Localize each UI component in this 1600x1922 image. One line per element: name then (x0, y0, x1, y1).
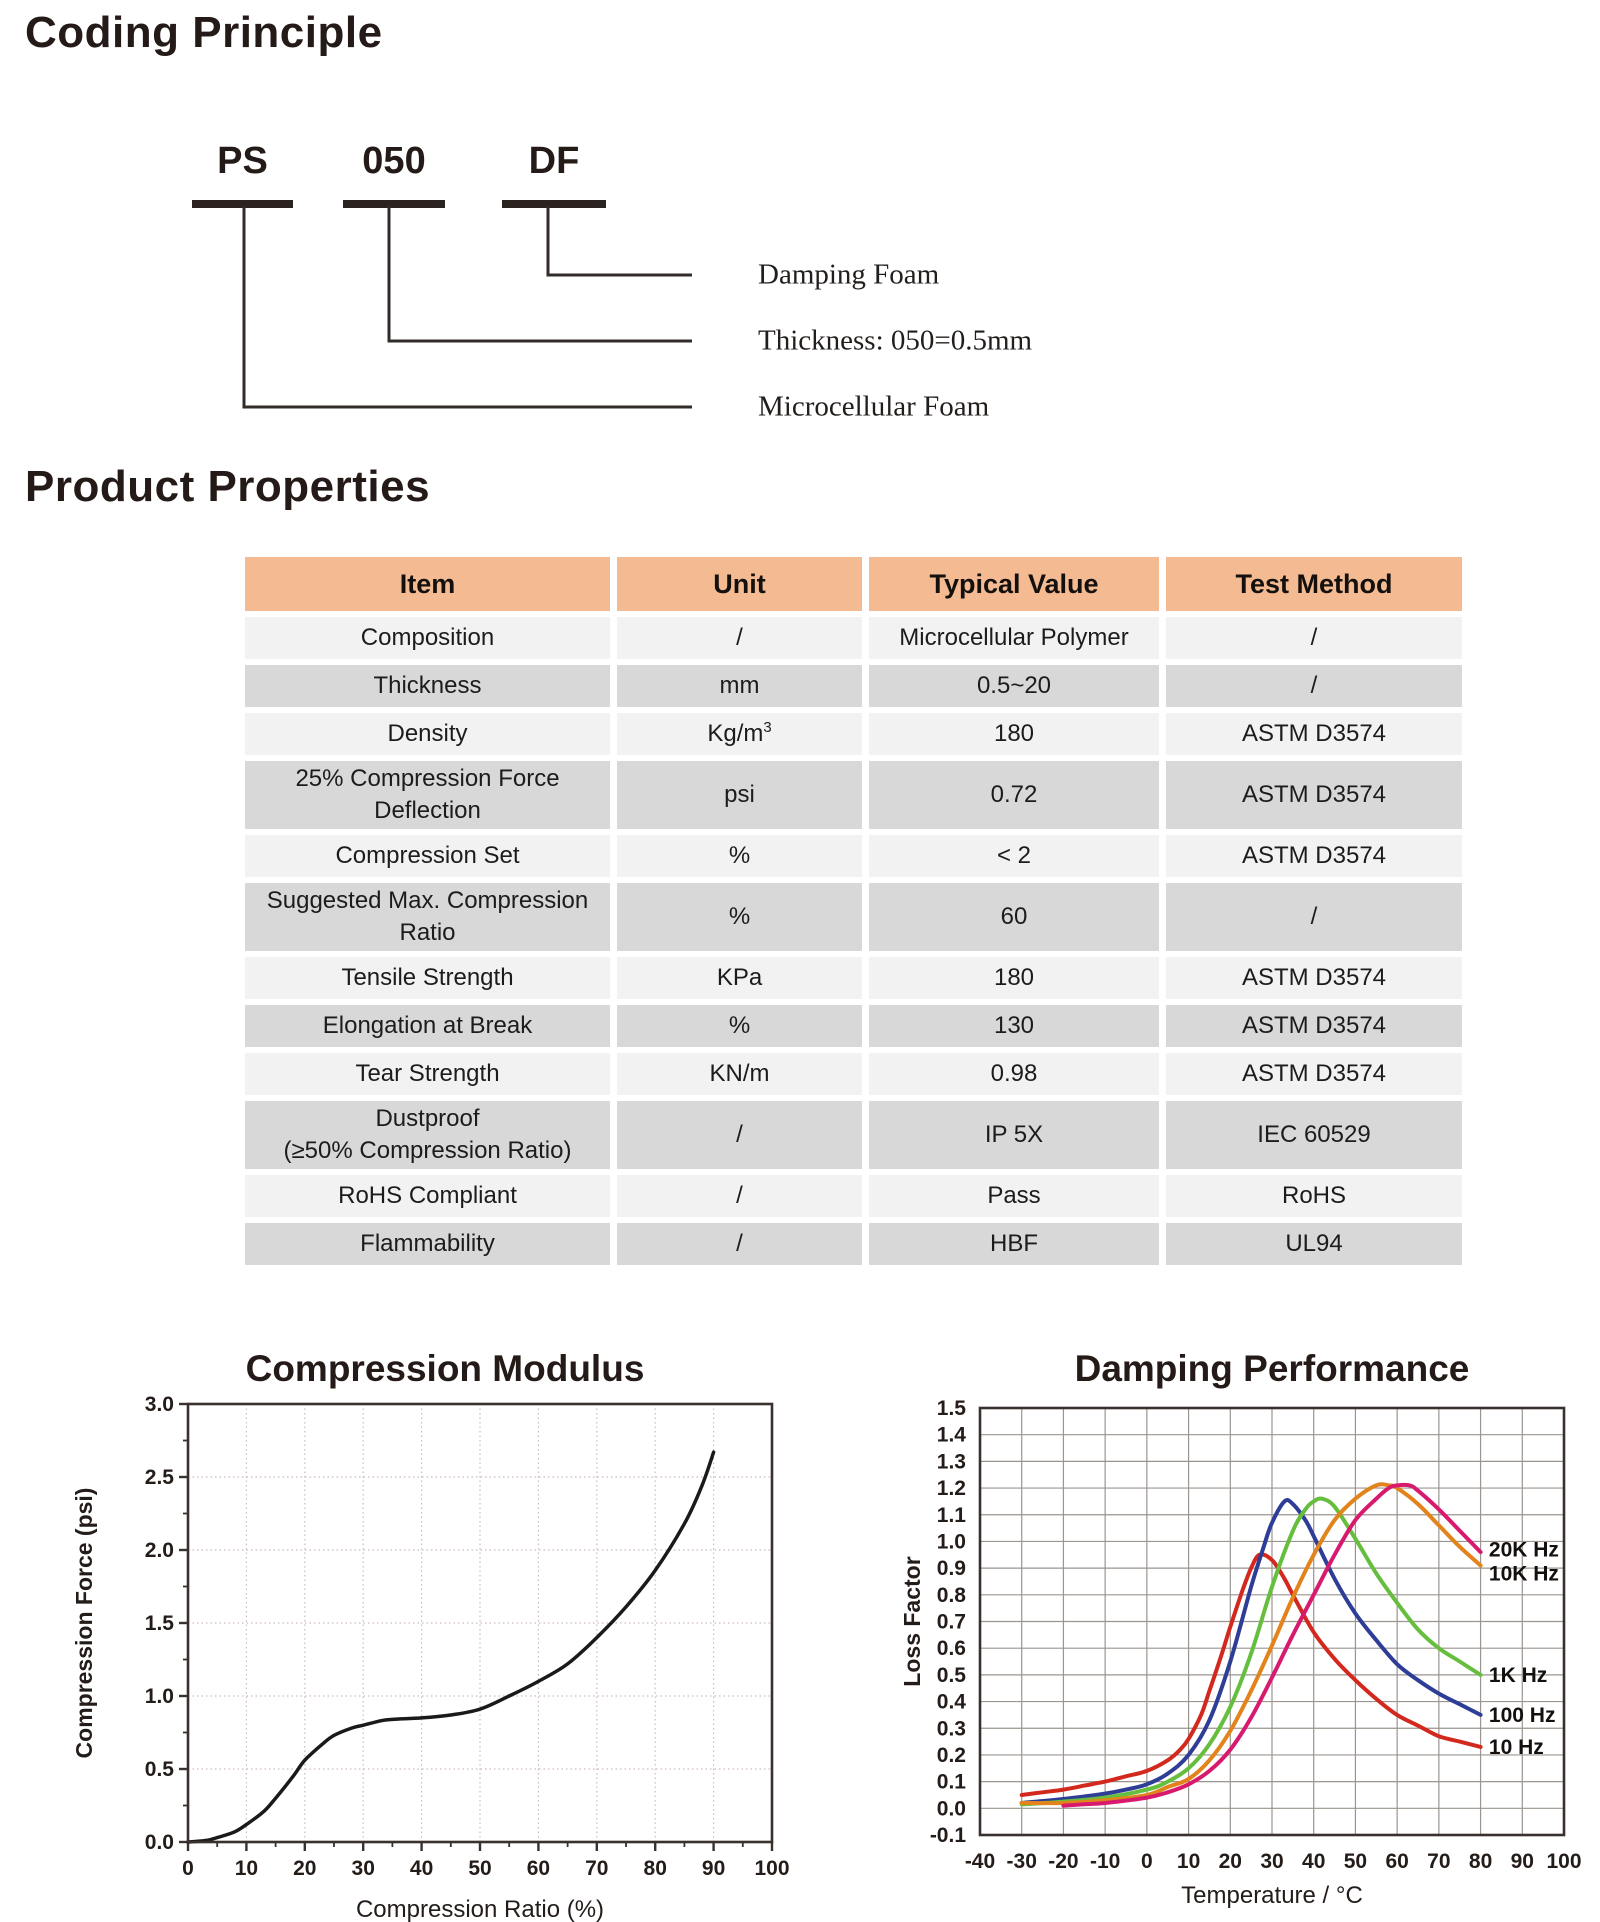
y-tick-label: 1.0 (144, 1685, 174, 1708)
legend-label-100-hz: 100 Hz (1488, 1703, 1556, 1727)
y-tick-label: 2.5 (144, 1466, 174, 1489)
x-tick-label: 10 (1176, 1850, 1201, 1873)
table-cell-item: 25% Compression Force Deflection (245, 761, 610, 829)
table-cell-unit: % (617, 1005, 862, 1047)
table-cell-typical-value: 0.5~20 (869, 665, 1159, 707)
table-cell-test-method: / (1166, 883, 1462, 951)
y-tick-label: 0.7 (936, 1610, 966, 1634)
compression-modulus-title: Compression Modulus (245, 1348, 645, 1389)
code-meaning-damping-foam: Damping Foam (758, 258, 940, 291)
table-header-typical-value: Typical Value (869, 557, 1159, 611)
table-cell-item: Tear Strength (245, 1053, 610, 1095)
table-cell-unit: $Kg/m^3$ (617, 713, 862, 755)
y-tick-label: 1.2 (936, 1477, 966, 1501)
legend-label-20k-hz: 20K Hz (1488, 1538, 1559, 1562)
x-tick-label: 70 (1427, 1850, 1451, 1873)
table-cell-typical-value: 0.98 (869, 1053, 1159, 1095)
table-cell-test-method: UL94 (1166, 1223, 1462, 1265)
x-tick-label: 30 (351, 1857, 375, 1880)
y-tick-label: 0.2 (936, 1743, 966, 1767)
y-tick-label: 1.0 (936, 1530, 966, 1554)
y-tick-label: 1.1 (936, 1503, 966, 1527)
x-tick-label: 90 (1510, 1850, 1534, 1873)
code-meaning-microcellular-foam: Microcellular Foam (758, 390, 990, 423)
table-cell-item: Compression Set (245, 835, 610, 877)
table-cell-unit: % (617, 883, 862, 951)
x-tick-label: 40 (1302, 1850, 1326, 1873)
x-tick-label: 50 (468, 1857, 492, 1880)
table-cell-test-method: RoHS (1166, 1175, 1462, 1217)
compression-modulus-chart (60, 1340, 810, 1922)
table-cell-item: Flammability (245, 1223, 610, 1265)
series-curve-1k-hz (1022, 1498, 1481, 1804)
table-cell-item: Suggested Max. Compression Ratio (245, 883, 610, 951)
table-cell-test-method: / (1166, 617, 1462, 659)
legend-label-10k-hz: 10K Hz (1488, 1562, 1559, 1586)
table-cell-unit: / (617, 1101, 862, 1169)
table-cell-test-method: ASTM D3574 (1166, 761, 1462, 829)
connector-lines (0, 0, 760, 430)
code-part-ps: PS (217, 140, 268, 182)
x-axis-title: Temperature / °C (1181, 1882, 1363, 1909)
x-tick-label: 80 (1468, 1850, 1493, 1873)
y-tick-label: 0.5 (936, 1663, 966, 1687)
x-tick-label: -30 (1006, 1850, 1037, 1873)
coding-principle-heading: Coding Principle (25, 8, 383, 57)
table-cell-unit: / (617, 1223, 862, 1265)
x-tick-label: 100 (754, 1857, 790, 1880)
x-tick-label: 70 (585, 1857, 609, 1880)
y-tick-label: 1.3 (936, 1450, 966, 1474)
y-tick-label: 0.4 (936, 1690, 966, 1714)
damping-performance-chart (850, 1340, 1600, 1922)
x-tick-label: 0 (182, 1857, 194, 1880)
x-tick-label: -40 (964, 1850, 996, 1873)
y-tick-label: 1.5 (144, 1612, 174, 1635)
y-tick-label: 0.6 (936, 1637, 966, 1661)
x-tick-label: 60 (526, 1857, 551, 1880)
y-axis-title: Loss Factor (899, 1556, 925, 1687)
product-properties-heading: Product Properties (25, 462, 431, 511)
table-cell-test-method: ASTM D3574 (1166, 713, 1462, 755)
table-cell-unit: / (617, 617, 862, 659)
table-cell-item: RoHS Compliant (245, 1175, 610, 1217)
table-cell-item: Dustproof (≥50% Compression Ratio) (245, 1101, 610, 1169)
y-tick-label: 0.0 (936, 1797, 966, 1821)
table-cell-test-method: ASTM D3574 (1166, 957, 1462, 999)
y-tick-label: 1.5 (936, 1397, 966, 1420)
y-tick-label: 0.0 (144, 1831, 174, 1854)
x-tick-label: 0 (1141, 1850, 1153, 1873)
table-cell-test-method: ASTM D3574 (1166, 1053, 1462, 1095)
table-cell-typical-value: 130 (869, 1005, 1159, 1047)
x-tick-label: 90 (701, 1857, 726, 1880)
table-cell-test-method: IEC 60529 (1166, 1101, 1462, 1169)
y-tick-label: 0.5 (144, 1758, 174, 1781)
x-tick-label: 10 (234, 1857, 259, 1880)
table-cell-typical-value: 0.72 (869, 761, 1159, 829)
y-tick-label: 3.0 (144, 1393, 174, 1416)
table-cell-unit: KN/m (617, 1053, 862, 1095)
table-cell-unit: % (617, 835, 862, 877)
y-tick-label: 2.0 (144, 1539, 174, 1562)
x-tick-label: 60 (1385, 1850, 1409, 1873)
x-tick-label: 20 (1218, 1850, 1242, 1873)
x-axis-title: Compression Ratio (%) (355, 1896, 605, 1922)
table-cell-typical-value: 180 (869, 957, 1159, 999)
table-cell-item: Density (245, 713, 610, 755)
table-cell-unit: psi (617, 761, 862, 829)
y-tick-label: -0.1 (929, 1824, 966, 1847)
table-cell-test-method: / (1166, 665, 1462, 707)
table-header-test-method: Test Method (1166, 557, 1462, 611)
x-tick-label: 20 (293, 1857, 317, 1880)
table-cell-typical-value: IP 5X (869, 1101, 1159, 1169)
y-tick-label: 0.3 (936, 1717, 966, 1741)
legend-label-10-hz: 10 Hz (1488, 1735, 1544, 1759)
series-curve-compression-force-curve (188, 1452, 714, 1842)
x-tick-label: 100 (1546, 1850, 1582, 1873)
table-cell-typical-value: HBF (869, 1223, 1159, 1265)
table-cell-typical-value: < 2 (869, 835, 1159, 877)
x-tick-label: 30 (1260, 1850, 1284, 1873)
table-cell-typical-value: Microcellular Polymer (869, 617, 1159, 659)
table-cell-test-method: ASTM D3574 (1166, 1005, 1462, 1047)
code-meaning-thickness: Thickness: 050=0.5mm (758, 324, 1033, 357)
x-tick-label: -20 (1048, 1850, 1079, 1873)
y-tick-label: 0.9 (936, 1557, 966, 1581)
y-axis-title: Compression Force (psi) (71, 1487, 97, 1759)
table-cell-typical-value: 60 (869, 883, 1159, 951)
x-tick-label: 40 (409, 1857, 434, 1880)
y-tick-label: 1.4 (936, 1423, 966, 1447)
damping-performance-title: Damping Performance (1074, 1348, 1470, 1389)
table-cell-item: Tensile Strength (245, 957, 610, 999)
y-tick-label: 0.8 (936, 1583, 966, 1607)
x-tick-label: 80 (643, 1857, 667, 1880)
legend-label-1k-hz: 1K Hz (1488, 1663, 1548, 1687)
y-tick-label: 0.1 (936, 1770, 966, 1794)
table-cell-unit: KPa (617, 957, 862, 999)
table-cell-item: Thickness (245, 665, 610, 707)
code-part-thickness: 050 (362, 140, 426, 182)
table-cell-unit: mm (617, 665, 862, 707)
table-header-unit: Unit (617, 557, 862, 611)
code-part-df: DF (528, 140, 580, 182)
x-tick-label: -10 (1089, 1850, 1121, 1873)
table-cell-test-method: ASTM D3574 (1166, 835, 1462, 877)
table-cell-typical-value: Pass (869, 1175, 1159, 1217)
table-cell-item: Composition (245, 617, 610, 659)
product-properties-table (245, 557, 1441, 1265)
table-cell-typical-value: 180 (869, 713, 1159, 755)
table-header-item: Item (245, 557, 610, 611)
table-cell-item: Elongation at Break (245, 1005, 610, 1047)
x-tick-label: 50 (1343, 1850, 1368, 1873)
table-cell-unit: / (617, 1175, 862, 1217)
